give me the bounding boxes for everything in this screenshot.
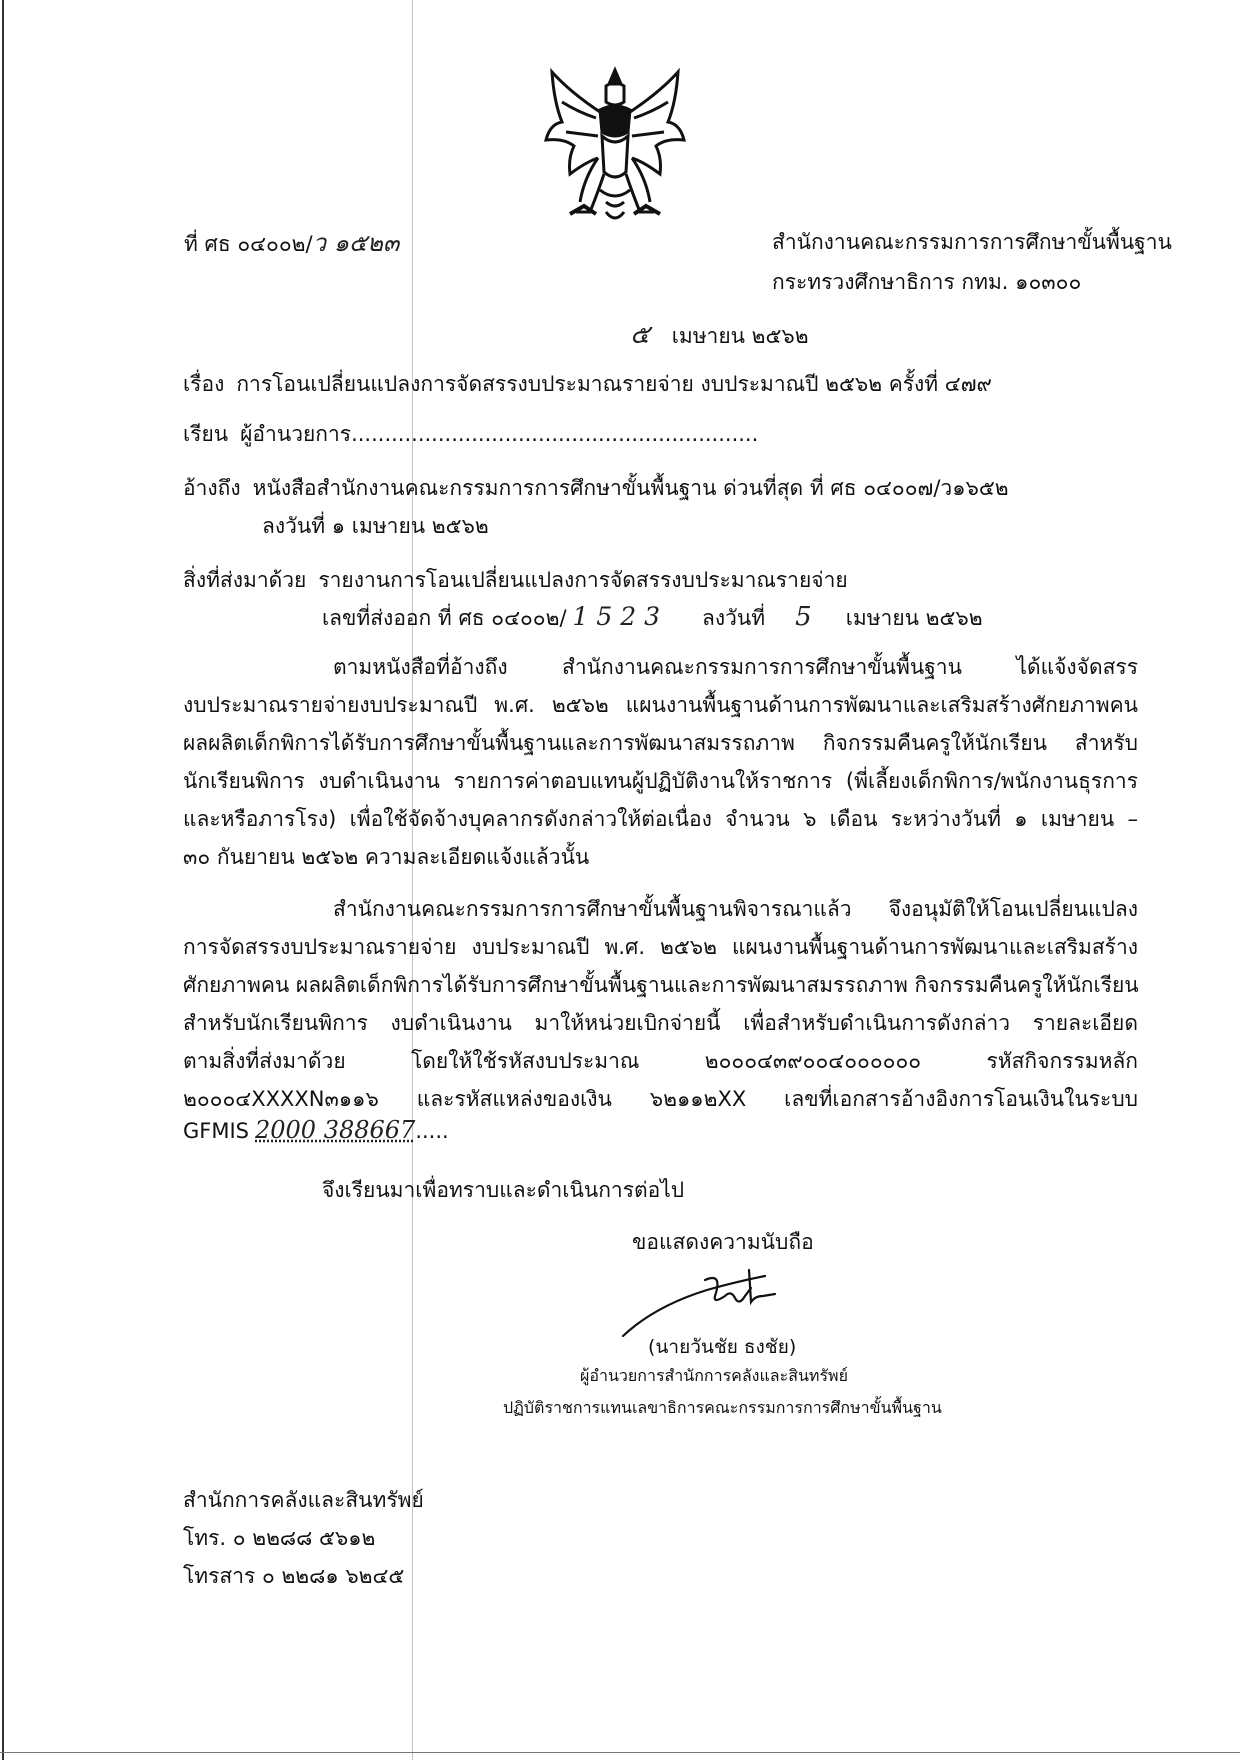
enclosure-line1 xyxy=(183,564,848,597)
paragraph-2-line: การจัดสรรงบประมาณรายจ่าย งบประมาณปี พ.ศ. ๒๕๖๒ แผนงานพื้นฐานด้านการพัฒนาและเสริมสร้าง xyxy=(183,935,1138,959)
paragraph-1-line: นักเรียนพิการ งบดำเนินงาน รายการค่าตอบแทนผู้ปฏิบัติงานให้ราชการ (พี่เลี้ยงเด็กพิการ/พนักงานธุรการ xyxy=(183,769,1138,793)
date-month-year: เมษายน ๒๕๖๒ xyxy=(671,324,809,348)
gfmis-line xyxy=(183,1116,449,1144)
sender-office: สำนักงานคณะกรรมการการศึกษาขั้นพื้นฐาน xyxy=(772,230,1172,254)
reference-label: อ้างถึง xyxy=(183,476,241,500)
gfmis-label: GFMIS xyxy=(183,1119,249,1143)
reference-text-line1: หนังสือสำนักงานคณะกรรมการการศึกษาขั้นพื้นฐาน ด่วนที่สุด ที่ ศธ ๐๔๐๐๗/ว๑๖๕๒ xyxy=(252,476,1009,500)
signatory-position-2: ปฏิบัติราชการแทนเลขาธิการคณะกรรมการการศึกษาขั้นพื้นฐาน xyxy=(503,1398,942,1417)
subject-label: เรื่อง xyxy=(183,372,225,396)
enclosure-outgoing-number: 1 5 2 3 xyxy=(572,602,661,631)
enclosure-month-year: เมษายน ๒๕๖๒ xyxy=(845,606,983,630)
addressee-line xyxy=(183,418,758,451)
reference-number-handwritten: ว ๑๕๒๓ xyxy=(312,229,400,257)
enclosure-text-line1: รายงานการโอนเปลี่ยนแปลงการจัดสรรงบประมาณรายจ่าย xyxy=(318,568,848,592)
gfmis-handwritten-number: 2000 388667 xyxy=(255,1116,416,1144)
footer-office: สำนักการคลังและสินทรัพย์ xyxy=(183,1488,424,1512)
signatory-name: (นายวันชัย ธงชัย) xyxy=(648,1336,797,1358)
paragraph-1-line: ผลผลิตเด็กพิการได้รับการศึกษาขั้นพื้นฐานและการพัฒนาสมรรถภาพ กิจกรรมคืนครูให้นักเรียน สำหรับ xyxy=(183,731,1138,755)
letter-date xyxy=(630,314,809,355)
enclosure-label: สิ่งที่ส่งมาด้วย xyxy=(183,568,307,592)
date-day-handwritten: ๕ xyxy=(630,320,650,350)
reference-text-line2: ลงวันที่ ๑ เมษายน ๒๕๖๒ xyxy=(262,514,489,538)
closing-line: จึงเรียนมาเพื่อทราบและดำเนินการต่อไป xyxy=(322,1178,685,1202)
signature xyxy=(615,1262,815,1340)
paragraph-2-line: ๒๐๐๐๔XXXXN๓๑๑๖ และรหัสแหล่งของเงิน ๖๒๑๑๒XX เลขที่เอกสารอ้างอิงการโอนเงินในระบบ xyxy=(183,1087,1138,1111)
enclosure-day: 5 xyxy=(795,602,812,632)
paragraph-1-line: งบประมาณรายจ่ายงบประมาณปี พ.ศ. ๒๕๖๒ แผนงานพื้นฐานด้านการพัฒนาและเสริมสร้างศักยภาพคน xyxy=(183,693,1138,717)
salutation: ขอแสดงความนับถือ xyxy=(632,1230,814,1254)
enclosure-line2 xyxy=(322,602,983,635)
paragraph-2-line: สำนักงานคณะกรรมการการศึกษาขั้นพื้นฐานพิจารณาแล้ว จึงอนุมัติให้โอนเปลี่ยนแปลง xyxy=(333,897,1138,921)
gfmis-dots: ..... xyxy=(415,1119,449,1143)
paragraph-1-line: ตามหนังสือที่อ้างถึง สำนักงานคณะกรรมการการศึกษาขั้นพื้นฐาน ได้แจ้งจัดสรร xyxy=(333,655,1138,679)
scan-border-left xyxy=(2,0,4,1760)
footer-tel: โทร. ๐ ๒๒๘๘ ๕๖๑๒ xyxy=(183,1526,376,1550)
garuda-emblem xyxy=(540,62,690,232)
addressee-text: ผู้อำนวยการ............................................................. xyxy=(240,422,759,446)
footer-fax: โทรสาร ๐ ๒๒๘๑ ๖๒๔๕ xyxy=(183,1564,405,1588)
enclosure-outgoing-prefix: เลขที่ส่งออก ที่ ศธ ๐๔๐๐๒/ xyxy=(322,606,567,630)
reference-number xyxy=(184,223,399,262)
subject-text: การโอนเปลี่ยนแปลงการจัดสรรงบประมาณรายจ่าย งบประมาณปี ๒๕๖๒ ครั้งที่ ๔๗๙ xyxy=(236,372,992,396)
paragraph-2-line: ศักยภาพคน ผลผลิตเด็กพิการได้รับการศึกษาขั้นพื้นฐานและการพัฒนาสมรรถภาพ กิจกรรมคืนครูให้นักเรียน xyxy=(183,973,1139,997)
scan-border-bottom xyxy=(0,1752,1240,1753)
addressee-label: เรียน xyxy=(183,422,229,446)
sender-address: กระทรวงศึกษาธิการ กทม. ๑๐๓๐๐ xyxy=(772,270,1082,294)
body-paragraph-2 xyxy=(183,890,1138,1118)
reference-line1 xyxy=(183,472,1009,505)
paragraph-2-line: สำหรับนักเรียนพิการ งบดำเนินงาน มาให้หน่วยเบิกจ่ายนี้ เพื่อสำหรับดำเนินการดังกล่าว รายละเอียด xyxy=(183,1011,1138,1035)
reference-number-label: ที่ ศธ ๐๔๐๐๒/ xyxy=(184,232,313,256)
subject-line xyxy=(183,368,992,401)
paragraph-2-line: ตามสิ่งที่ส่งมาด้วย โดยให้ใช้รหัสงบประมาณ ๒๐๐๐๔๓๙๐๐๔๐๐๐๐๐๐ รหัสกิจกรรมหลัก xyxy=(183,1049,1138,1073)
body-paragraph-1 xyxy=(183,648,1138,876)
paragraph-1-line: และหรือภารโรง) เพื่อใช้จัดจ้างบุคลากรดังกล่าวให้ต่อเนื่อง จำนวน ๖ เดือน ระหว่างวันที่ ๑ เมษายน – xyxy=(183,807,1138,831)
paragraph-1-line: ๓๐ กันยายน ๒๕๖๒ ความละเอียดแจ้งแล้วนั้น xyxy=(183,845,590,869)
signatory-position-1: ผู้อำนวยการสำนักการคลังและสินทรัพย์ xyxy=(580,1366,848,1385)
enclosure-date-label: ลงวันที่ xyxy=(702,606,766,630)
